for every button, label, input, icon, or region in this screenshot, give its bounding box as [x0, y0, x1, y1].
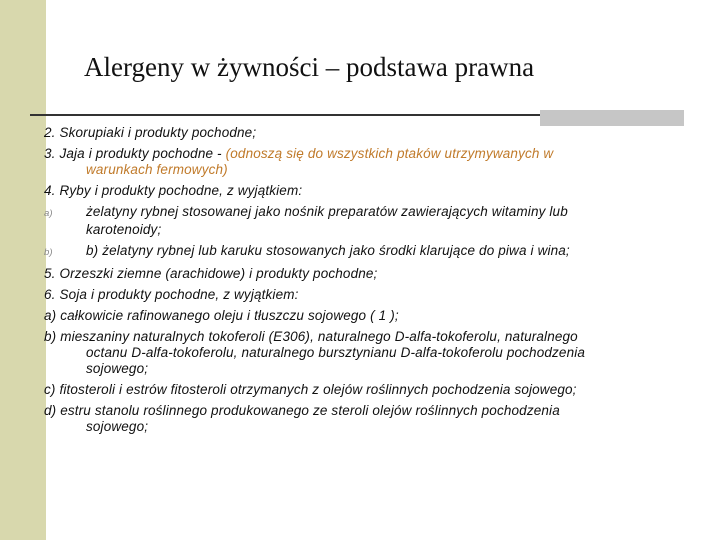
list-item: 2. Skorupiaki i produkty pochodne; — [44, 125, 257, 140]
slide-content — [44, 125, 694, 435]
list-item-text: b) mieszaniny naturalnych tokoferoli (E306), naturalnego D-alfa-tokoferolu, naturalnego — [44, 329, 578, 344]
list-item-text: b) żelatyny rybnej lub karuku stosowanych jako środki klarujące do piwa i wina; — [86, 243, 570, 258]
list-item-continuation: octanu D-alfa-tokoferolu, naturalnego bursztynianu D-alfa-tokoferolu pochodzenia — [86, 345, 586, 360]
list-item — [44, 204, 694, 238]
list-item-label: b) — [44, 247, 53, 258]
list-item — [44, 243, 694, 261]
list-item: 6. Soja i produkty pochodne, z wyjątkiem: — [44, 287, 299, 302]
list-item: a) całkowicie rafinowanego oleju i tłuszczu sojowego ( 1 ); — [44, 308, 399, 323]
list-item-continuation: karotenoidy; — [86, 222, 162, 237]
list-item-continuation: sojowego; — [86, 419, 149, 434]
list-item-continuation: warunkach fermowych) — [86, 162, 228, 177]
list-item — [44, 403, 694, 435]
list-item-text: żelatyny rybnej stosowanej jako nośnik preparatów zawierających witaminy lub — [86, 204, 568, 219]
list-item: 5. Orzeszki ziemne (arachidowe) i produkty pochodne; — [44, 266, 378, 281]
list-item — [44, 329, 694, 377]
list-item: 4. Ryby i produkty pochodne, z wyjątkiem: — [44, 183, 303, 198]
title-divider-box — [540, 110, 684, 126]
slide-title: Alergeny w żywności – podstawa prawna — [84, 52, 535, 82]
side-bar-decoration — [0, 0, 46, 540]
list-item-text: 3. Jaja i produkty pochodne - — [44, 146, 226, 161]
list-item-continuation: sojowego; — [86, 361, 149, 376]
list-item-label: a) — [44, 208, 53, 219]
list-item — [44, 146, 694, 178]
list-item-text: d) estru stanolu roślinnego produkowanego ze steroli olejów roślinnych pochodzenia — [44, 403, 560, 418]
list-item-highlight: (odnoszą się do wszystkich ptaków utrzymywanych w — [225, 146, 554, 161]
list-item: c) fitosteroli i estrów fitosteroli otrzymanych z olejów roślinnych pochodzenia sojowego; — [44, 382, 577, 397]
